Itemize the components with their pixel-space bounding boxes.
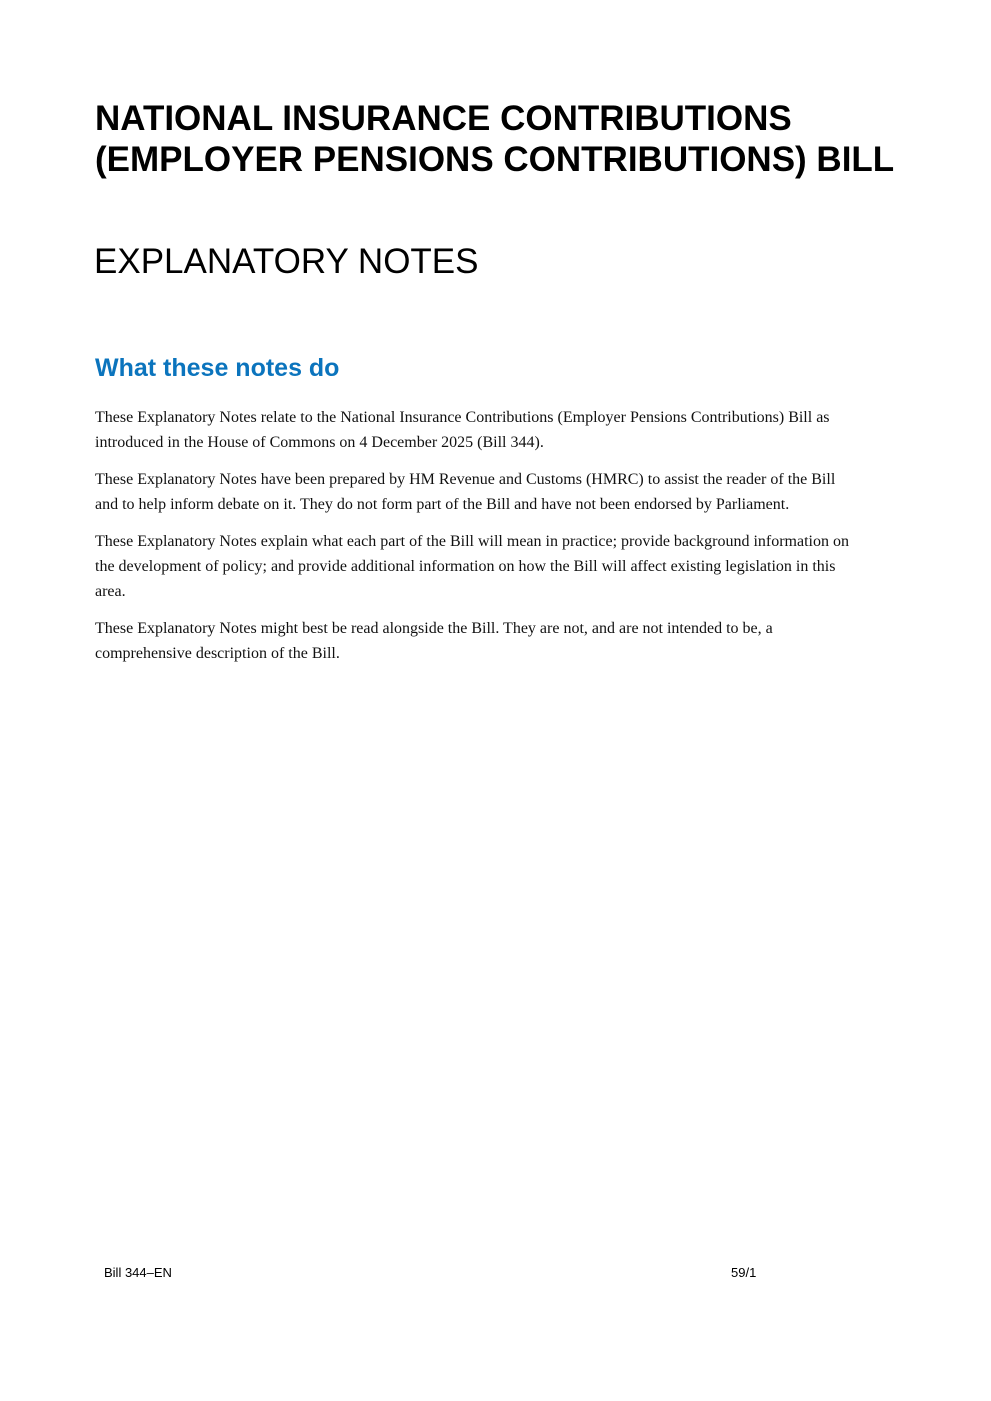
footer-bill-reference: Bill 344–EN (104, 1265, 172, 1280)
footer-page-code: 59/1 (731, 1265, 757, 1280)
paragraph-1: These Explanatory Notes relate to the National Insurance Contributions (Employer Pensions Contributions) Bill as introduced in the House of Commons on 4 December 2025 (Bill 344). (95, 409, 830, 451)
bill-title: NATIONAL INSURANCE CONTRIBUTIONS (EMPLOYER PENSIONS CONTRIBUTIONS) BILL (95, 99, 895, 179)
paragraph-4: These Explanatory Notes might best be read alongside the Bill. They are not, and are not intended to be, a comprehensive description of the Bill. (95, 620, 773, 662)
document-subtitle: EXPLANATORY NOTES (94, 242, 479, 281)
section-body (95, 405, 855, 678)
paragraph-3: These Explanatory Notes explain what each part of the Bill will mean in practice; provide background information on the development of policy; and provide additional information on how the Bill will affect existing legislation in this area. (95, 533, 849, 600)
paragraph-2: These Explanatory Notes have been prepared by HM Revenue and Customs (HMRC) to assist the reader of the Bill and to help inform debate on it. They do not form part of the Bill and have not been endorsed by Parliament. (95, 471, 836, 513)
section-heading: What these notes do (95, 354, 340, 382)
title-block (95, 98, 895, 180)
